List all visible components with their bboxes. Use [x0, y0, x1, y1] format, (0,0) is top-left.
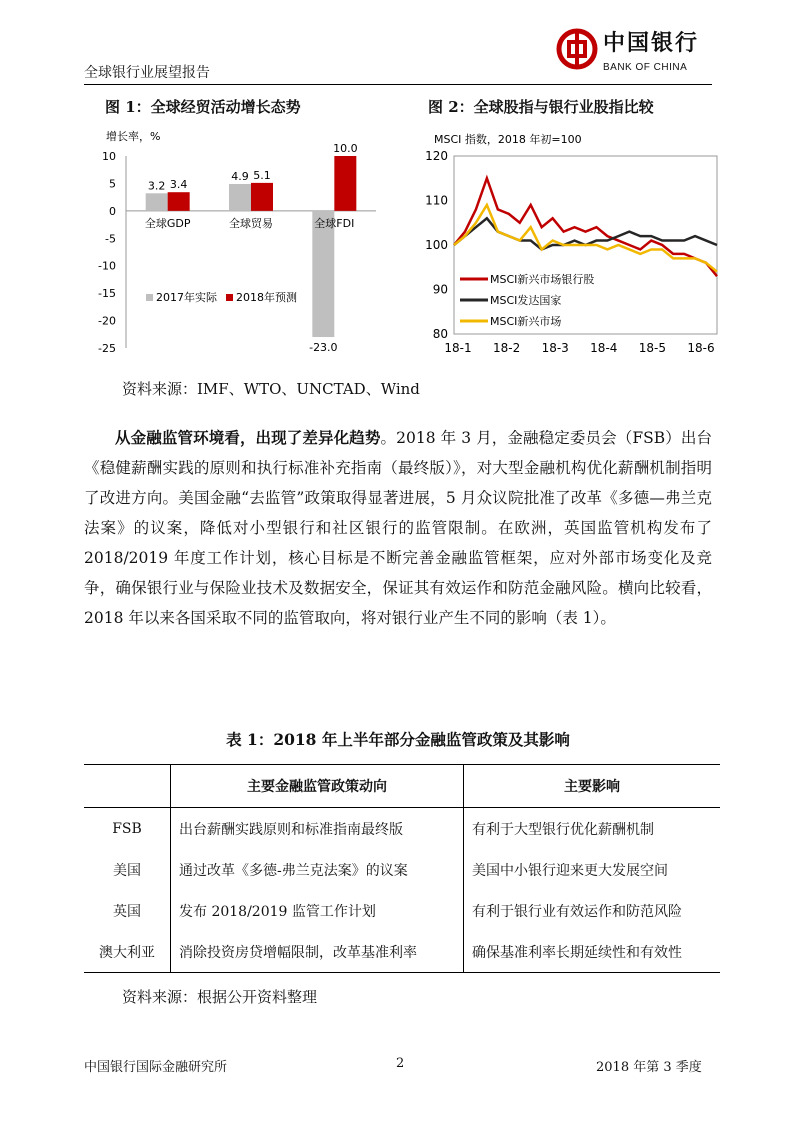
footer-page-number: 2	[396, 1056, 405, 1071]
table-row	[84, 808, 720, 850]
legend-swatch	[146, 294, 153, 301]
figure-source: 资料来源：IMF、WTO、UNCTAD、Wind	[122, 380, 420, 398]
table-row	[84, 849, 720, 890]
table-cell-impact: 美国中小银行迎来更大发展空间	[472, 862, 668, 879]
bar	[334, 156, 356, 211]
y-tick-label: -5	[105, 232, 116, 246]
table-cell-region: 澳大利亚	[84, 931, 171, 973]
x-tick-label: 18-2	[492, 341, 521, 355]
logo-text-cn: 中国银行	[603, 30, 700, 56]
legend-label: 2017年实际	[156, 291, 217, 304]
y-tick-label: 10	[102, 150, 116, 163]
logo-text-en: BANK OF CHINA	[603, 62, 688, 73]
y-tick-label: 120	[425, 149, 448, 163]
table-cell-policy: 出台薪酬实践原则和标准指南最终版	[171, 808, 464, 850]
table-header-row	[84, 765, 720, 808]
table-cell-region: FSB	[84, 808, 171, 850]
table-cell-impact: 确保基准利率长期延续性和有效性	[464, 931, 721, 973]
table-header-policy: 主要金融监管政策动向	[171, 765, 464, 808]
body-paragraph	[84, 423, 712, 633]
legend-label: MSCI新兴市场银行股	[490, 273, 595, 286]
table-row	[84, 890, 720, 931]
y-tick-label: 110	[425, 193, 448, 208]
footer-institute: 中国银行国际金融研究所	[84, 1060, 228, 1075]
table-row	[84, 931, 720, 973]
figure1-unit-label: 增长率，%	[106, 130, 161, 143]
figure1-title: 图 1：全球经贸活动增长态势	[105, 98, 301, 116]
paragraph-body: 。2018 年 3 月，金融稳定委员会（FSB）出台《稳健薪酬实践的原则和执行标准补充指南（最终版）》，对大型金融机构优化薪酬机制指明了改进方向。美国金融“去监管”政策取得显著进展，5 月众议院批准了改革《多德—弗兰克法案》的议案，降低对小型银行和社区银行的监管限制。在欧洲，英国监管机构发布了 2018/2019 年度工作计划，核心目标是不断完善金融监管框架，应对外部市场变化及竞争，确保银行业与保险业技术及数据安全，保证其有效运作和防范金融风险。横向比较看，2018 年以来各国采取不同的监管取向，将对银行业产生不同的影响（表 1）。	[84, 429, 712, 627]
y-tick-label: 90	[432, 282, 448, 297]
y-tick-label: -15	[98, 287, 116, 301]
legend-label: MSCI发达国家	[490, 294, 562, 307]
y-tick-label: -25	[98, 342, 116, 355]
y-tick-label: 5	[109, 177, 116, 191]
category-label: 全球贸易	[229, 216, 273, 230]
y-tick-label: 100	[425, 238, 448, 252]
x-tick-label: 18-3	[541, 341, 569, 355]
figure1-bar-chart	[84, 126, 404, 366]
footer-quarter: 2018 年第 3 季度	[596, 1060, 702, 1075]
y-tick-label: -20	[98, 314, 116, 328]
bar-value-label: 10.0	[333, 142, 358, 155]
report-title: 全球银行业展望报告	[84, 65, 210, 81]
x-tick-label: 18-5	[638, 341, 667, 355]
x-tick-label: 18-1	[444, 341, 472, 355]
bar	[146, 193, 168, 211]
category-label: 全球GDP	[144, 216, 191, 230]
header-divider	[84, 84, 712, 85]
table-cell-region: 英国	[84, 890, 171, 931]
table-header-blank	[84, 765, 171, 808]
figure2-title: 图 2：全球股指与银行业股指比较	[428, 98, 654, 116]
y-tick-label: 0	[109, 204, 116, 218]
bar-value-label: 3.2	[147, 179, 166, 193]
figure2-unit-label: MSCI 指数，2018 年初=100	[434, 133, 582, 146]
bar	[229, 184, 251, 211]
bar-value-label: 3.4	[169, 178, 188, 192]
series-line	[454, 205, 717, 272]
figure2-line-chart	[412, 126, 722, 366]
legend-label: 2018年预测	[236, 291, 297, 304]
bar	[251, 183, 273, 211]
category-label: 全球FDI	[314, 216, 355, 230]
bar-value-label: 4.9	[231, 169, 249, 183]
table-source: 资料来源：根据公开资料整理	[122, 988, 318, 1006]
table-cell-region: 美国	[84, 849, 171, 890]
table-title: 表 1：2018 年上半年部分金融监管政策及其影响	[226, 730, 570, 749]
policy-table	[84, 764, 720, 973]
table-header-impact: 主要影响	[464, 765, 721, 808]
bank-of-china-logo-icon	[556, 28, 598, 70]
x-tick-label: 18-6	[687, 341, 715, 355]
paragraph-lead: 从金融监管环境看，出现了差异化趋势	[115, 428, 381, 447]
y-tick-label: 80	[432, 327, 448, 341]
table-cell-policy: 通过改革《多德-弗兰克法案》的议案	[171, 849, 464, 890]
y-tick-label: -10	[98, 259, 116, 273]
table-cell-impact: 有利于银行业有效运作和防范风险	[472, 903, 682, 920]
table-cell-policy: 消除投资房贷增幅限制，改革基准利率	[171, 931, 464, 973]
legend-swatch	[226, 294, 233, 301]
table-cell-policy: 发布 2018/2019 监管工作计划	[171, 890, 464, 931]
bar-value-label: 5.1	[253, 168, 271, 182]
table-cell-impact: 有利于大型银行优化薪酬机制	[472, 821, 654, 838]
x-tick-label: 18-4	[590, 341, 618, 355]
bar	[168, 192, 190, 211]
bar-value-label: -23.0	[309, 341, 338, 355]
legend-label: MSCI新兴市场	[490, 315, 562, 328]
